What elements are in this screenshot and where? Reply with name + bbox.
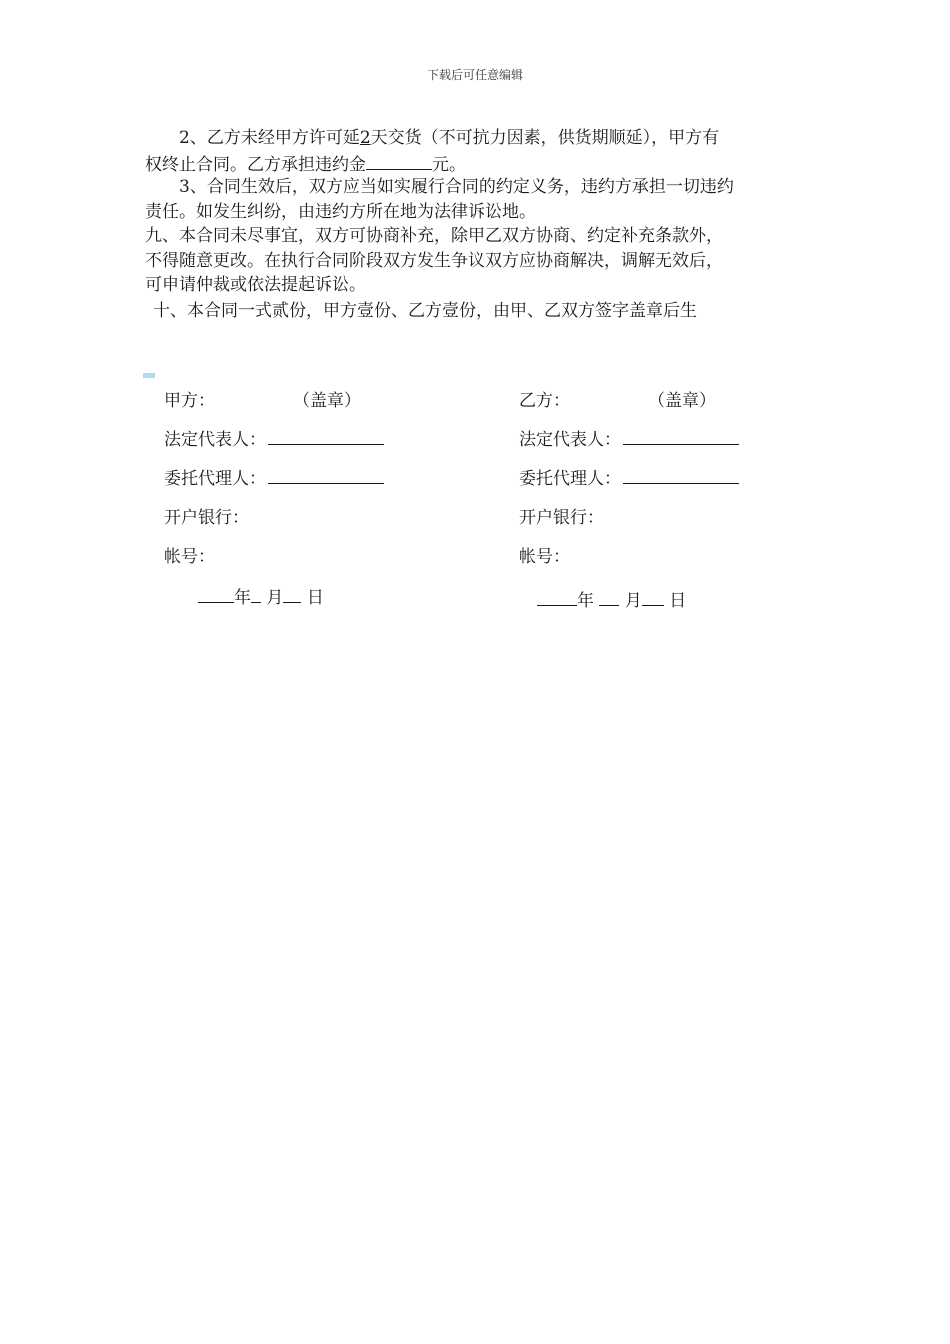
highlight-mark [143,373,155,378]
party-a-seal-label: （盖章） [293,391,361,411]
clause-9 [145,224,815,298]
party-b-month-blank [599,589,619,606]
party-b-rep-blank [623,428,739,445]
party-b-signature-block [519,388,739,611]
party-a-account-label: 帐号： [164,547,215,567]
party-a-agent-row [164,466,384,505]
party-b-day-label: 日 [669,591,687,611]
party-a-bank-label: 开户银行： [164,508,249,528]
party-b-bank-row [519,505,739,544]
party-a-rep-row [164,427,384,466]
party-b-day-blank [642,589,664,606]
party-b-agent-label: 委托代理人： [519,469,621,489]
clause-10 [145,299,815,324]
party-a-signature-block [164,388,384,608]
clause-3-line-2: 责任。如发生纠纷，由违约方所在地为法律诉讼地。 [145,201,536,222]
party-a-month-label: 月 [266,588,284,608]
clause-3 [145,175,815,224]
clause-9-line-3: 可申请仲裁或依法提起诉讼。 [145,275,366,295]
party-a-day-label: 日 [306,588,324,608]
party-b-rep-row [519,427,739,466]
page-header-note: 下载后可任意编辑 [426,68,523,82]
clause-3-line-1: 3、合同生效后，双方应当如实履行合同的约定义务，违约方承担一切违约 [179,177,734,197]
party-a-row [164,388,384,427]
clause-2 [145,126,815,177]
party-b-year-blank [537,589,577,606]
party-b-date [519,583,739,611]
party-b-account-label: 帐号： [519,547,570,567]
clause-2-text-b: 天交货（不可抗力因素，供货期顺延），甲方有 [370,128,720,148]
party-a-date [164,583,384,608]
party-a-account-row [164,544,384,583]
penalty-amount-blank [366,151,432,170]
party-a-label: 甲方： [164,391,215,411]
party-a-rep-blank [268,428,384,445]
party-a-year-blank [198,586,234,603]
party-b-label: 乙方： [519,391,570,411]
party-a-month-blank [251,586,261,603]
party-b-rep-label: 法定代表人： [519,430,621,450]
party-b-seal-label: （盖章） [648,391,716,411]
party-b-bank-label: 开户银行： [519,508,604,528]
party-b-month-label: 月 [624,591,642,611]
party-a-agent-blank [268,467,384,484]
clause-9-line-2: 不得随意更改。在执行合同阶段双方发生争议双方应协商解决，调解无效后， [145,250,723,271]
party-b-agent-row [519,466,739,505]
clause-2-line-1 [145,126,815,151]
clause-2-text-c: 权终止合同。乙方承担违约金 [145,154,366,175]
party-a-day-blank [283,586,301,603]
clause-2-text-a: 2、乙方未经甲方许可延 [179,128,360,148]
party-a-agent-label: 委托代理人： [164,469,266,489]
clause-10-line-1: 十、本合同一式贰份，甲方壹份、乙方壹份，由甲、乙双方签字盖章后生 [153,301,697,321]
party-a-year-label: 年 [234,588,251,608]
clause-9-line-1: 九、本合同未尽事宜，双方可协商补充，除甲乙双方协商、约定补充条款外， [145,226,723,246]
clause-2-line-2 [145,151,815,178]
party-b-account-row [519,544,739,583]
party-b-agent-blank [623,467,739,484]
party-a-rep-label: 法定代表人： [164,430,266,450]
clause-2-text-d: 元。 [432,154,466,175]
party-b-row [519,388,739,427]
party-a-bank-row [164,505,384,544]
delay-days-value: 2 [359,128,371,148]
party-b-year-label: 年 [577,591,594,611]
